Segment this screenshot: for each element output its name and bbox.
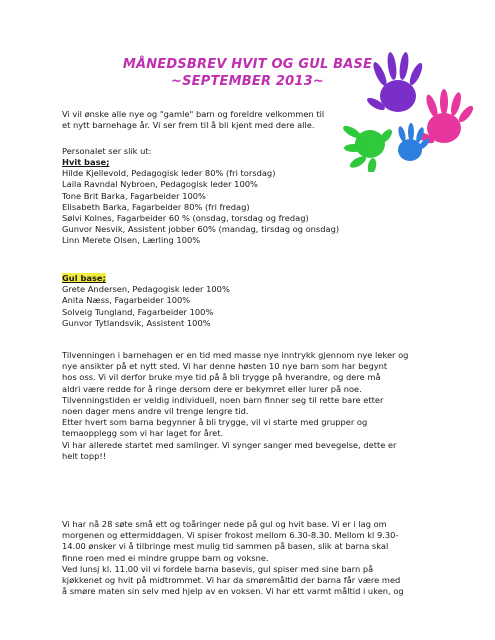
paragraph-line: aldri være redde for å ringe dersom dere er bekymret eller lurer på noe. <box>62 383 362 394</box>
staff-member: Gunvor Tytlandsvik, Assistent 100% <box>62 317 211 328</box>
staff-member: Sølvi Kolnes, Fagarbeider 60 % (onsdag, torsdag og fredag) <box>62 213 309 224</box>
staff-member: Hilde Kjellevold, Pedagogisk leder 80% (fri torsdag) <box>62 168 276 179</box>
staff-member: Anita Næss, Fagarbeider 100% <box>62 295 191 306</box>
paragraph-tilvenning <box>62 350 408 462</box>
paragraph-line: Tilvenningen i barnehagen er en tid med masse nye inntrykk gjennom nye leker og <box>62 350 409 360</box>
purple-handprint-icon <box>365 52 424 112</box>
gul-base-section <box>62 273 230 329</box>
paragraph-line: hos oss. Vi vil derfor bruke mye tid på å bli trygge på hverandre, og dere må <box>62 372 381 383</box>
staff-member: Solveig Tungland, Fagarbeider 100% <box>62 306 214 317</box>
paragraph-line: å smøre maten sin selv med hjelp av en voksen. Vi har ett varmt måltid i uken, og <box>62 586 404 597</box>
staff-member: Elisabeth Barka, Fagarbeider 80% (fri fredag) <box>62 201 250 212</box>
intro-text <box>62 109 324 131</box>
intro-line: Vi vil ønske alle nye og "gamle" barn og foreldre velkommen til <box>62 109 325 119</box>
paragraph-line: Ved lunsj kl. 11.00 vil vi fordele barna basevis, gul spiser med sine barn på <box>62 563 374 574</box>
paragraph-line: finne roen med ei mindre gruppe barn og voksne. <box>62 552 269 563</box>
paragraph-line: 14.00 ønsker vi å tilbringe mest mulig tid sammen på basen, slik at barna skal <box>62 541 389 552</box>
staff-member: Laila Ravndal Nybroen, Pedagogisk leder 100% <box>62 179 258 190</box>
staff-member: Linn Merete Olsen, Lærling 100% <box>62 235 201 246</box>
paragraph-line: noen dager mens andre vil trenge lengre tid. <box>62 406 249 417</box>
page-title: MÅNEDSBREV HVIT OG GUL BASE <box>122 57 373 72</box>
page-subtitle: ~SEPTEMBER 2013~ <box>171 74 324 89</box>
paragraph-line: nye ansikter på et nytt sted. Vi har denne høsten 10 nye barn som har begynt <box>62 361 388 372</box>
blue-handprint-icon <box>397 123 431 161</box>
paragraph-line: Etter hvert som barna begynner å bli trygge, vil vi starte med grupper og <box>62 417 368 428</box>
intro-line: et nytt barnehage år. Vi ser frem til å bli kjent med dere alle. <box>62 120 315 131</box>
paragraph-line: kjøkkenet og hvit på midtrommet. Vi har da smøremåltid der barna får være med <box>62 575 401 586</box>
green-handprint-icon <box>341 124 394 172</box>
staff-intro: Personalet ser slik ut: <box>62 146 152 156</box>
handprints-image <box>340 52 485 172</box>
staff-member: Tone Brit Barka, Fagarbeider 100% <box>62 190 206 201</box>
paragraph-line: Vi har allerede startet med samlinger. Vi synger sanger med bevegelse, dette er <box>62 439 397 450</box>
paragraph-hverdag <box>62 519 404 597</box>
paragraph-line: Vi har nå 28 søte små ett og toåringer nede på gul og hvit base. Vi er i lag om <box>62 519 387 529</box>
paragraph-line: temaopplegg som vi har laget for året. <box>62 428 224 439</box>
paragraph-line: Tilvenningstiden er veldig individuell, noen barn finner seg til rette bare etter <box>62 394 384 405</box>
paragraph-line: helt topp!! <box>62 450 107 461</box>
paragraph-line: morgenen og ettermiddagen. Vi spiser frokost mellom 6.30-8.30. Mellom kl 9.30- <box>62 530 399 541</box>
staff-member: Grete Andersen, Pedagogisk leder 100% <box>62 284 230 295</box>
hvit-base-section <box>62 157 339 247</box>
staff-member: Gunvor Nesvik, Assistent jobber 60% (mandag, tirsdag og onsdag) <box>62 224 340 235</box>
gul-base-heading: Gul base; <box>62 273 106 283</box>
hvit-base-heading: Hvit base; <box>62 157 110 167</box>
pink-handprint-icon <box>416 89 475 145</box>
